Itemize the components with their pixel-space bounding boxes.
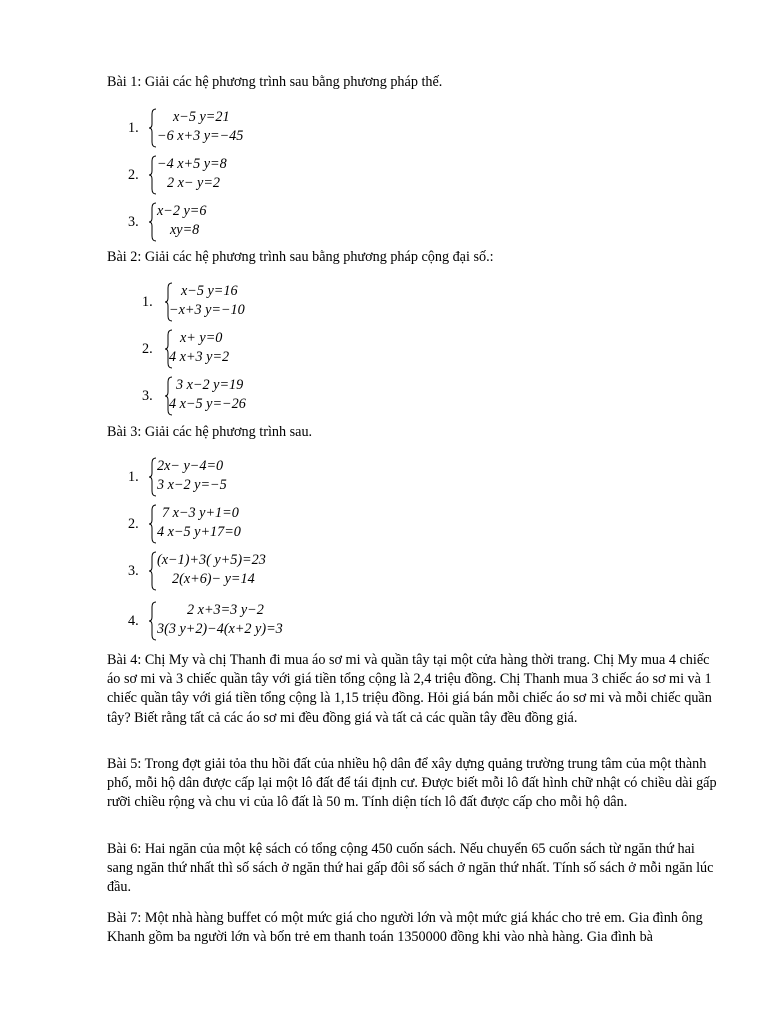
system-number: 3. — [128, 563, 139, 579]
equation: −x+3 y=−10 — [169, 302, 245, 318]
system-number: 2. — [128, 516, 139, 532]
bai7-text: Bài 7: Một nhà hàng buffet có một mức giá cho người lớn và một mức giá khác cho trẻ em. Gia đình ông Khanh gồm ba người lớn và bốn trẻ em thanh toán 1350000 đồng khi vào nhà hàng. Gia đình bà — [107, 910, 703, 946]
equation: xy=8 — [170, 222, 200, 238]
system-number: 4. — [128, 613, 139, 629]
bai2-system-2 — [142, 329, 282, 369]
bai4-problem — [107, 651, 719, 728]
bai3-heading: Bài 3: Giải các hệ phương trình sau. — [107, 424, 313, 440]
equation: x−5 y=21 — [173, 109, 230, 125]
bai2-system-1 — [142, 282, 282, 322]
system-number: 3. — [128, 214, 139, 230]
bai3-system-4 — [128, 601, 318, 641]
bai1-heading: Bài 1: Giải các hệ phương trình sau bằng phương pháp thế. — [107, 74, 443, 90]
equation: 2x− y−4=0 — [157, 458, 224, 474]
bai2-heading: Bài 2: Giải các hệ phương trình sau bằng phương pháp cộng đại số.: — [107, 249, 494, 265]
equation: (x−1)+3( y+5)=23 — [157, 552, 266, 568]
bai3-system-1 — [128, 457, 278, 497]
bai4-text: Bài 4: Chị My và chị Thanh đi mua áo sơ mi và quần tây tại một cửa hàng thời trang. Chị My mua 4 chiếc áo sơ mi và 3 chiếc quần tây với giá tiền tổng cộng là 2,4 triệu đồng. Chị Thanh mua 3 chiếc áo sơ mi và 1 chiếc quần tây với giá tiền tổng cộng là 1,15 triệu đồng. Hỏi giá bán mỗi chiếc áo sơ mi và mỗi chiếc quần tây? Biết rằng tất cả các áo sơ mi đều đồng giá và tất cả các quần tây đều đồng giá. — [107, 652, 712, 726]
system-number: 3. — [142, 388, 153, 404]
bai6-text: Bài 6: Hai ngăn của một kệ sách có tổng cộng 450 cuốn sách. Nếu chuyển 65 cuốn sách từ ngăn thứ hai sang ngăn thứ nhất thì số sách ở ngăn thứ hai gấp đôi số sách ở ngăn thứ nhất. Tính số sách ở mỗi ngăn lúc đầu. — [107, 841, 714, 896]
system-number: 2. — [142, 341, 153, 357]
bai3-system-3 — [128, 551, 298, 591]
equation: 4 x−5 y=−26 — [169, 396, 246, 412]
equation: x+ y=0 — [180, 330, 223, 346]
equation: 2 x+3=3 y−2 — [187, 602, 264, 618]
equation: 3 x−2 y=−5 — [157, 477, 227, 493]
bai1-system-2 — [128, 155, 268, 195]
bai3-system-2 — [128, 504, 278, 544]
bai2-system-3 — [142, 376, 282, 416]
equation: 2(x+6)− y=14 — [172, 571, 255, 587]
bai5-problem — [107, 755, 719, 813]
equation: 7 x−3 y+1=0 — [162, 505, 239, 521]
bai5-text: Bài 5: Trong đợt giải tỏa thu hồi đất của nhiều hộ dân để xây dựng quảng trường trung tâm của một thành phố, mỗi hộ dân được cấp lại một lô đất để tái định cư. Được biết mỗi lô đất hình chữ nhật có chiều dài gấp rưỡi chiều rộng và chu vi của lô đất là 50 m. Tính diện tích lô đất được cấp cho mỗi hộ dân. — [107, 756, 717, 811]
equation: −6 x+3 y=−45 — [157, 128, 244, 144]
equation: −4 x+5 y=8 — [157, 156, 227, 172]
equation: 4 x−5 y+17=0 — [157, 524, 241, 540]
bai7-problem — [107, 909, 719, 947]
equation: 2 x− y=2 — [167, 175, 221, 191]
equation: x−5 y=16 — [181, 283, 238, 299]
system-number: 1. — [128, 120, 139, 136]
equation: 3(3 y+2)−4(x+2 y)=3 — [157, 621, 283, 637]
equation: 3 x−2 y=19 — [176, 377, 244, 393]
bai1-system-3 — [128, 202, 268, 242]
system-number: 1. — [142, 294, 153, 310]
bai1-system-1 — [128, 108, 268, 148]
bai6-problem — [107, 840, 719, 898]
equation: x−2 y=6 — [157, 203, 207, 219]
system-number: 1. — [128, 469, 139, 485]
equation: 4 x+3 y=2 — [169, 349, 230, 365]
system-number: 2. — [128, 167, 139, 183]
